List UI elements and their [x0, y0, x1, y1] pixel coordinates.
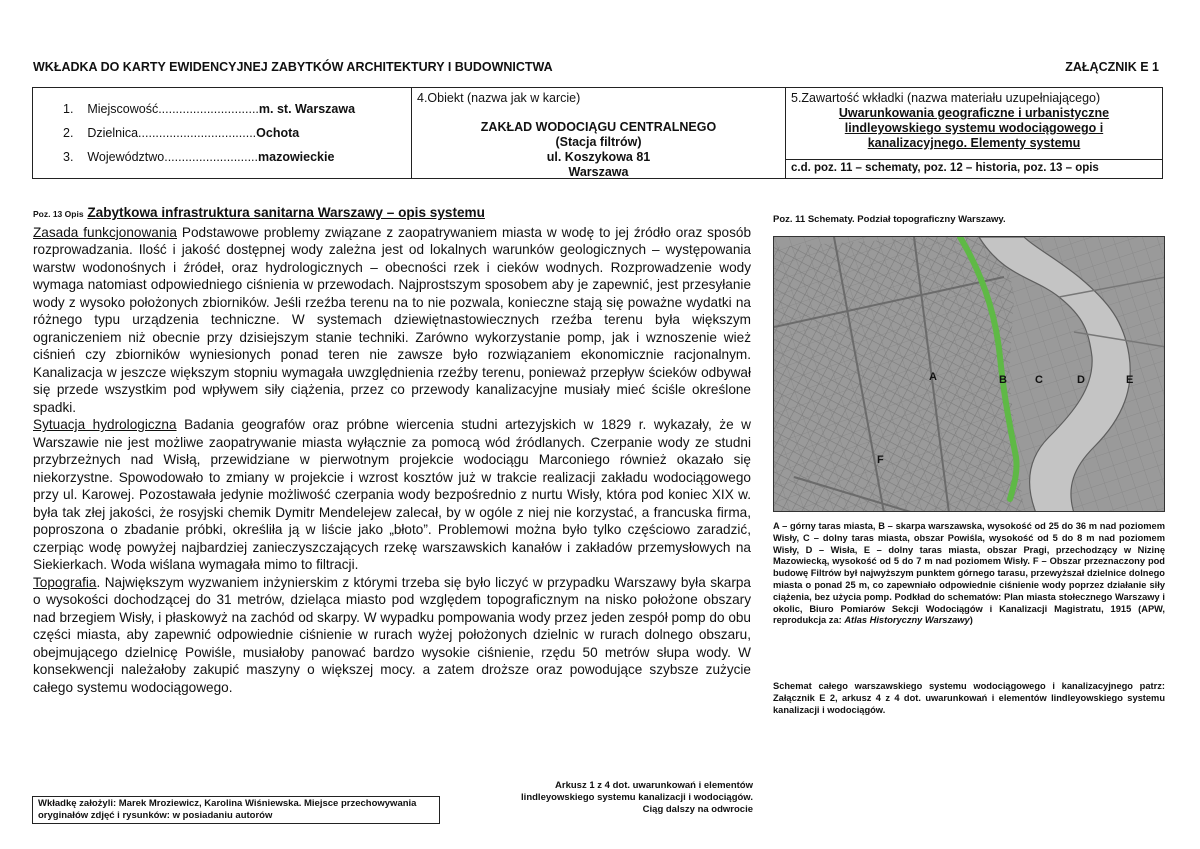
- sheet-info: Arkusz 1 z 4 dot. uwarunkowań i elementów lindleyowskiego systemu kanalizacji i wodociągów. Ciąg dalszy na odwrocie: [521, 780, 753, 815]
- content-title: Uwarunkowania geograficzne i urbanistyczne lindleyowskiego systemu wodociągowego i kanalizacyjnego. Elementy systemu: [838, 106, 1110, 150]
- object-box: [411, 87, 786, 179]
- map-label-e: E: [1126, 374, 1134, 386]
- content-heading: 5.Zawartość wkładki (nazwa materiału uzupełniającego): [791, 91, 1101, 105]
- object-subtitle: (Stacja filtrów): [555, 135, 642, 149]
- section-title: Zasada funkcjonowania: [33, 224, 177, 240]
- section-function: [33, 224, 751, 417]
- authors-box: Wkładkę założyli: Marek Mroziewicz, Karolina Wiśniewska. Miejsce przechowywania oryginałów zdjęć i rysunków: w posiadaniu autorów: [32, 796, 440, 824]
- section-text: . Największym wyzwaniem inżynierskim z którymi trzeba się było liczyć w przypadku Warszawy była skarpa o wysokości dochodzącej do 31 metrów, dzieląca miasto pod względem topograficznym na nisko położone obszary nad brzegiem Wisły, i płaskowyż na zachód od skarpy. W wypadku pompowania wody przez jeden zespół pomp do obu części miasta, aby zapewnić odpowiednie ciśnienie w rurach wyżej położonych dzielnic w rurach dolnego obszaru, obejmującego dzielnicę Powiśle, musiałoby panować bardzo wysokie ciśnienie, rzędu 50 metrów słupa wody. W konsekwencji należałoby zakupić maszyny o większej mocy. a zatem droższe oraz powodujące szybsze zużycie całego systemu wodociągowego.: [33, 574, 751, 695]
- main-description: [33, 204, 751, 696]
- section-title: Topografia: [33, 574, 97, 590]
- poz-label: Poz. 13 Opis: [33, 209, 84, 219]
- object-address: ul. Koszykowa 81: [546, 150, 651, 164]
- map-label-f: F: [877, 454, 884, 466]
- content-divider: [786, 159, 1162, 160]
- voivodeship-value: mazowieckie: [258, 150, 335, 164]
- map-graphic: [774, 237, 1165, 512]
- section-text: Podstawowe problemy związane z zaopatrywaniem miasta w wodę to jej źródło oraz sposób rozprowadzania. Ilość i jakość dostępnej wody zależna jest od lokalnych warunków geologicznych – występowania warstw wodonośnych i źródeł, oraz hydrologicznych – obecności rzek i cieków wodnych. Rozprowadzenie wody wymaga natomiast odpowiedniego ciśnienia w przewodach. Najprostszym sposobem aby je zapewnić, jest przesyłanie wody z wysoko położonych zbiorników. Jeśli rzeźba terenu na to nie pozwala, konieczne stają się poważne wydatki na różnego typu urządzenia techniczne. W systemach dziewiętnastowiecznych rzeźba terenu była większym ograniczeniem niż obecnie przy dzisiejszym stanie techniki. Zarówno wykorzystanie pomp, jak i wznoszenie wież ciśnień czy zbiorników wyniesionych ponad teren nie zawsze było rozwiązaniem ekonomicznie racjonalnym. Kanalizacja w jeszcze większym stopniu wymagała uwzględnienia rzeźby terenu, ponieważ przepływ ścieków odbywał się przede wszystkim pod wpływem siły ciążenia, przez co przewody kanalizacyjne musiały mieć ściśle określone spadki.: [33, 224, 752, 415]
- location-row-city: 1. Miejscowość.............................m. st. Warszawa: [63, 102, 356, 116]
- system-note: Schemat całego warszawskiego systemu wodociągowego i kanalizacyjnego patrz: Załącznik E 2, arkusz 4 z 4 dot. uwarunkowań i elementów lindleyowskiego systemu kanalizacji i wodociągów.: [773, 681, 1165, 715]
- attachment-label: ZAŁĄCZNIK E 1: [1065, 60, 1159, 74]
- map-label-a: A: [929, 371, 937, 383]
- legend-text: A – górny taras miasta, B – skarpa warszawska, wysokość od 25 do 36 m nad poziomem Wisły, C – dolny taras miasta, obszar Powiśla, wysokość od 5 do 8 m nad poziomem Wisły, D – Wisła, E – dolny taras miasta, obszar Pragi, przechodzący w Nizinę Mazowiecką, wysokość od 5 do 7 m nad poziomem Wisły. F – Obszar przeznaczony pod budowę Filtrów był najwyższym punktem górnego tarasu, przewyższał dzielnice dolnego miasta o ponad 25 m, co zapewniało odpowiednie ciśnienie wody poprzez działanie siły ciążenia, bez użycia pomp.: [773, 521, 1165, 602]
- document-title: WKŁADKA DO KARTY EWIDENCYJNEJ ZABYTKÓW ARCHITEKTURY I BUDOWNICTWA: [33, 60, 553, 74]
- map-source: Podkład do schematów: Plan miasta stołecznego Warszawy i okolic, Biuro Pomiarów Sekcji Wodociągów i Kanalizacji Magistratu, 1915 (APW, reprodukcja za: Atlas Historyczny Warszawy): [773, 591, 1165, 626]
- topographic-map: [773, 236, 1165, 512]
- map-legend: [773, 521, 1165, 627]
- main-heading: [33, 204, 751, 224]
- object-details: [412, 120, 785, 180]
- object-name: ZAKŁAD WODOCIĄGU CENTRALNEGO: [480, 120, 717, 134]
- district-value: Ochota: [256, 126, 300, 140]
- city-dense-blocks: [774, 237, 1024, 512]
- figure-caption: Poz. 11 Schematy. Podział topograficzny Warszawy.: [773, 214, 1006, 225]
- location-row-district: 2. Dzielnica..................................Ochota: [63, 126, 300, 140]
- location-row-voivodeship: 3. Województwo...........................mazowieckie: [63, 150, 335, 164]
- map-label-c: C: [1035, 374, 1043, 386]
- main-title: Zabytkowa infrastruktura sanitarna Warszawy – opis systemu: [87, 205, 485, 220]
- section-text: Badania geografów oraz próbne wiercenia studni artezyjskich w 1829 r. wykazały, że w Warszawie nie jest możliwe zaopatrywanie miasta wyłącznie za pomocą wód źródlanych. Czerpanie wody ze studni przybrzeżnych nad Wisłą, przewidziane w pierwotnym projekcie wodociągu Marconiego również okazało się niekorzystne. Spowodowało to zmiany w projekcie i wzrost kosztów już w trakcie realizacji zakładu wodociągowego przy ul. Karowej. Pozostawała jedynie możliwość czerpania wody bezpośrednio z nurtu Wisły, która pod koniec XIX w. była tak złej jakości, że rosyjski chemik Dymitr Mendelejew zalecał, by w ogóle z niej nie korzystać, a francuska firma, poproszona o zbadanie próbki, określiła ją w liście jako „błoto”. Problemowi można było tylko częściowo zaradzić, czerpiąc wodę powyżej najbardziej zanieczyszczających rzekę warszawskich kanałów i zakładów przemysłowych na Siekierkach. Woda wiślana wymagała mimo to filtracji.: [33, 417, 751, 572]
- object-city: Warszawa: [568, 165, 629, 179]
- section-hydrology: [33, 416, 751, 574]
- city-value: m. st. Warszawa: [258, 102, 356, 116]
- source-title: Atlas Historyczny Warszawy: [844, 615, 970, 626]
- section-title: Sytuacja hydrologiczna: [33, 417, 177, 432]
- map-label-d: D: [1077, 374, 1085, 386]
- section-topography: [33, 574, 751, 697]
- content-refs: c.d. poz. 11 – schematy, poz. 12 – historia, poz. 13 – opis: [791, 162, 1099, 174]
- location-box: [32, 87, 412, 179]
- map-label-b: B: [999, 374, 1007, 386]
- content-box: [785, 87, 1163, 179]
- object-heading: 4.Obiekt (nazwa jak w karcie): [417, 91, 581, 105]
